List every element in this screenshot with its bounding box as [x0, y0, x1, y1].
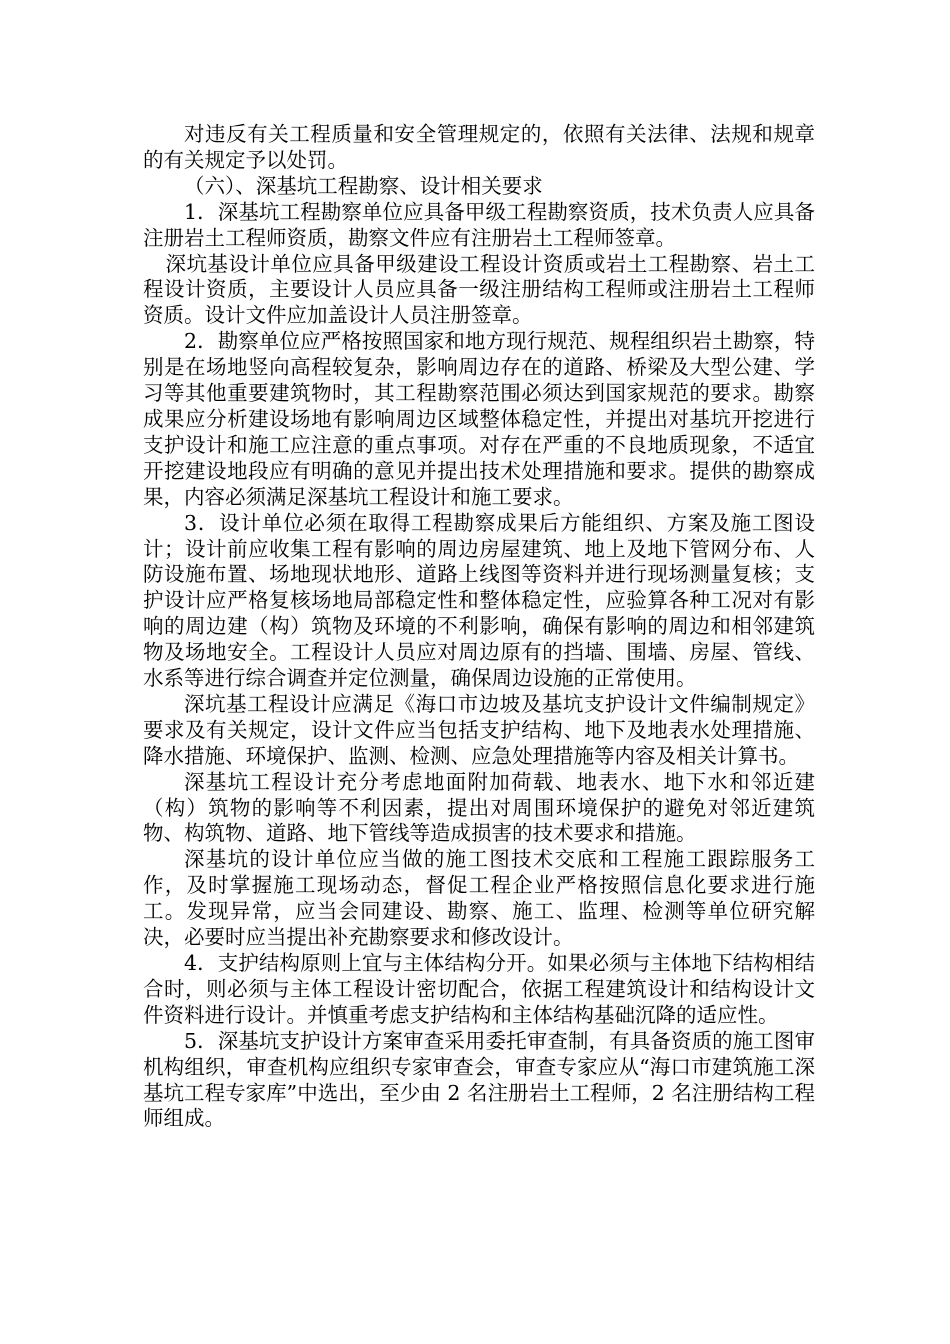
section-heading: （六）、深基坑工程勘察、设计相关要求: [184, 173, 543, 198]
paragraph-design-requirements: 深坑基工程设计应满足《海口市边坡及基坑支护设计文件编制规定》要求及有关规定，设计文件应当包括支护结构、地下及地表水处理措施、降水措施、环境保护、监测、检测、应急处理措施等内容及相关计算书。: [143, 691, 815, 768]
paragraph-item-1: 1．深基坑工程勘察单位应具备甲级工程勘察资质，技术负责人应具备注册岩土工程师资质，勘察文件应有注册岩土工程师签章。: [143, 199, 815, 250]
paragraph-design-factors: 深基坑工程设计充分考虑地面附加荷载、地表水、地下水和邻近建（构）筑物的影响等不利因素，提出对周围环境保护的避免对邻近建筑物、构筑物、道路、地下管线等造成损害的技术要求和措施。: [143, 769, 815, 846]
paragraph-design-service: 深基坑的设计单位应当做的施工图技术交底和工程施工跟踪服务工作，及时掌握施工现场动态，督促工程企业严格按照信息化要求进行施工。发现异常，应当会同建设、勘察、施工、监理、检测等单位研究解决，必要时应当提出补充勘察要求和修改设计。: [143, 847, 815, 950]
paragraph-item-5: 5．深基坑支护设计方案审查采用委托审查制，有具备资质的施工图审机构组织，审查机构应组织专家审查会，审查专家应从“海口市建筑施工深基坑工程专家库”中选出，至少由 2 名注册岩土工程师，2 名注册结构工程师组成。: [143, 1028, 815, 1131]
document-page: [143, 122, 815, 1132]
paragraph-item-3: 3．设计单位必须在取得工程勘察成果后方能组织、方案及施工图设计；设计前应收集工程有影响的周边房屋建筑、地上及地下管网分布、人防设施布置、场地现状地形、道路上线图等资料并进行现场测量复核；支护设计应严格复核场地局部稳定性和整体稳定性，应验算各种工况对有影响的周边建（构）筑物及环境的不利影响，确保有影响的周边和相邻建筑物及场地安全。工程设计人员应对周边原有的挡墙、围墙、房屋、管线、水系等进行综合调查并定位测量，确保周边设施的正常使用。: [143, 510, 815, 691]
paragraph-design-qualification: 深坑基设计单位应具备甲级建设工程设计资质或岩土工程勘察、岩土工程设计资质，主要设计人员应具备一级注册结构工程师或注册岩土工程师资质。设计文件应加盖设计人员注册签章。: [143, 251, 815, 328]
paragraph-penalty: 对违反有关工程质量和安全管理规定的，依照有关法律、法规和规章的有关规定予以处罚。: [143, 122, 815, 172]
paragraph-item-2: 2．勘察单位应严格按照国家和地方现行规范、规程组织岩土勘察，特别是在场地竖向高程较复杂，影响周边存在的道路、桥梁及大型公建、学习等其他重要建筑物时，其工程勘察范围必须达到国家规范的要求。勘察成果应分析建设场地有影响周边区域整体稳定性，并提出对基坑开挖进行支护设计和施工应注意的重点事项。对存在严重的不良地质现象，不适宜开挖建设地段应有明确的意见并提出技术处理措施和要求。提供的勘察成果，内容必须满足深基坑工程设计和施工要求。: [143, 329, 815, 509]
paragraph-item-4: 4．支护结构原则上宜与主体结构分开。如果必须与主体地下结构相结合时，则必须与主体工程设计密切配合，依据工程建筑设计和结构设计文件资料进行设计。并慎重考虑支护结构和主体结构基础沉降的适应性。: [143, 951, 815, 1027]
